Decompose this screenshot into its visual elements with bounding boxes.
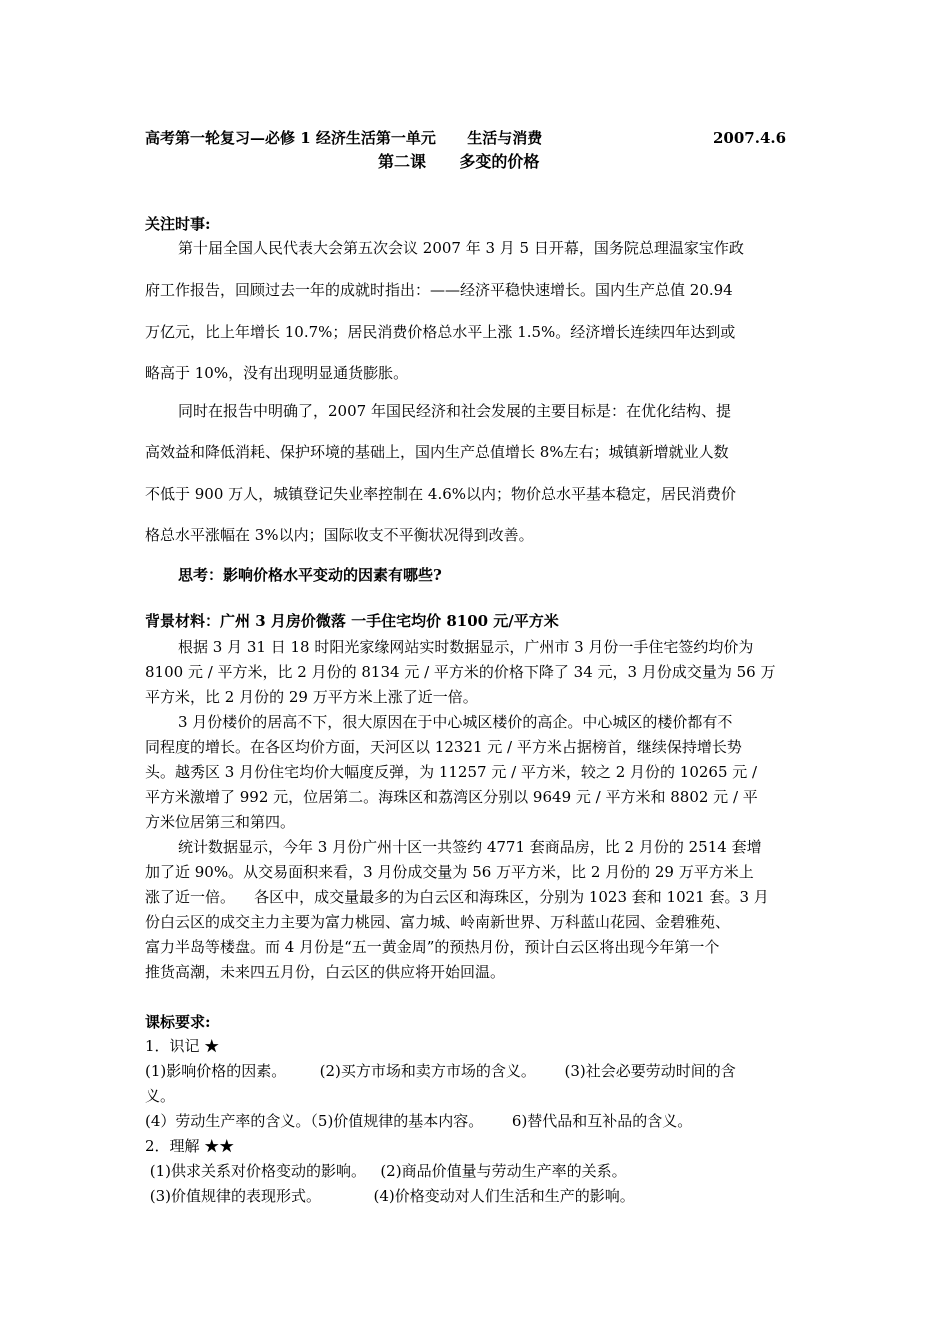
background-line: 推货高潮，未来四五月份，白云区的供应将开始回温。 (145, 963, 506, 981)
header-left: 高考第一轮复习—必修 1 经济生活第一单元 生活与消费 (145, 129, 543, 147)
current-events-line: 同时在报告中明确了，2007 年国民经济和社会发展的主要目标是：在优化结构、提 (178, 402, 731, 420)
background-line: 平方米，比 2 月份的 29 万平方米上涨了近一倍。 (145, 688, 478, 706)
standards-line: (1)供求关系对价格变动的影响。 (2)商品价值量与劳动生产率的关系。 (145, 1162, 627, 1180)
current-events-line: 万亿元，比上年增长 10.7%；居民消费价格总水平上涨 1.5%。经济增长连续四年达到或 (145, 323, 736, 341)
background-line: 统计数据显示，今年 3 月份广州十区一共签约 4771 套商品房，比 2 月份的 2514 套增 (178, 838, 762, 856)
background-line: 加了近 90%。从交易面积来看，3 月份成交量为 56 万平方米，比 2 月份的 29 万平方米上 (145, 863, 754, 881)
current-events-line: 府工作报告，回顾过去一年的成就时指出：——经济平稳快速增长。国内生产总值 20.94 (145, 281, 733, 299)
background-line: 富力半岛等楼盘。而 4 月份是“五一黄金周”的预热月份，预计白云区将出现今年第一个 (145, 938, 720, 956)
background-line: 根据 3 月 31 日 18 时阳光家缘网站实时数据显示，广州市 3 月份一手住宅签约均价为 (178, 638, 754, 656)
current-events-line: 格总水平涨幅在 3%以内；国际收支不平衡状况得到改善。 (145, 526, 534, 544)
background-line: 3 月份楼价的居高不下，很大原因在于中心城区楼价的高企。中心城区的楼价都有不 (178, 713, 733, 731)
standards-heading: 课标要求: (145, 1013, 211, 1031)
current-events-line: 高效益和降低消耗、保护环境的基础上，国内生产总值增长 8%左右；城镇新增就业人数 (145, 443, 729, 461)
standards-line: 2．理解 ★★ (145, 1137, 235, 1155)
current-events-heading: 关注时事: (145, 215, 211, 233)
current-events-line: 不低于 900 万人，城镇登记失业率控制在 4.6%以内；物价总水平基本稳定，居民消费价 (145, 485, 737, 503)
lesson-title: 第二课 多变的价格 (378, 152, 540, 171)
standards-line: 1．识记 ★ (145, 1037, 220, 1055)
background-line: 同程度的增长。在各区均价方面，天河区以 12321 元 / 平方米占据榜首，继续保持增长势 (145, 738, 742, 756)
think-question: 思考：影响价格水平变动的因素有哪些? (178, 566, 442, 584)
background-line: 8100 元 / 平方米，比 2 月份的 8134 元 / 平方米的价格下降了 34 元，3 月份成交量为 56 万 (145, 663, 776, 681)
background-heading: 背景材料：广州 3 月房价微落 一手住宅均价 8100 元/平方米 (145, 612, 559, 630)
standards-line: (4）劳动生产率的含义。（5)价值规律的基本内容。 6)替代品和互补品的含义。 (145, 1112, 693, 1130)
standards-line: 义。 (145, 1087, 176, 1105)
current-events-line: 略高于 10%，没有出现明显通货膨胀。 (145, 364, 409, 382)
header-date: 2007.4.6 (713, 129, 787, 147)
current-events-line: 第十届全国人民代表大会第五次会议 2007 年 3 月 5 日开幕，国务院总理温家宝作政 (178, 239, 744, 257)
standards-line: (3)价值规律的表现形式。 (4)价格变动对人们生活和生产的影响。 (145, 1187, 635, 1205)
background-line: 涨了近一倍。 各区中，成交量最多的为白云区和海珠区，分别为 1023 套和 1021 套。3 月 (145, 888, 769, 906)
background-line: 份白云区的成交主力主要为富力桃园、富力城、岭南新世界、万科蓝山花园、金碧雅苑、 (145, 913, 731, 931)
standards-line: (1)影响价格的因素。 (2)买方市场和卖方市场的含义。 (3)社会必要劳动时间的含 (145, 1062, 736, 1080)
background-line: 头。越秀区 3 月份住宅均价大幅度反弹，为 11257 元 / 平方米，较之 2 月份的 10265 元 / (145, 763, 758, 781)
background-line: 方米位居第三和第四。 (145, 813, 296, 831)
background-line: 平方米激增了 992 元，位居第二。海珠区和荔湾区分别以 9649 元 / 平方米和 8802 元 / 平 (145, 788, 758, 806)
